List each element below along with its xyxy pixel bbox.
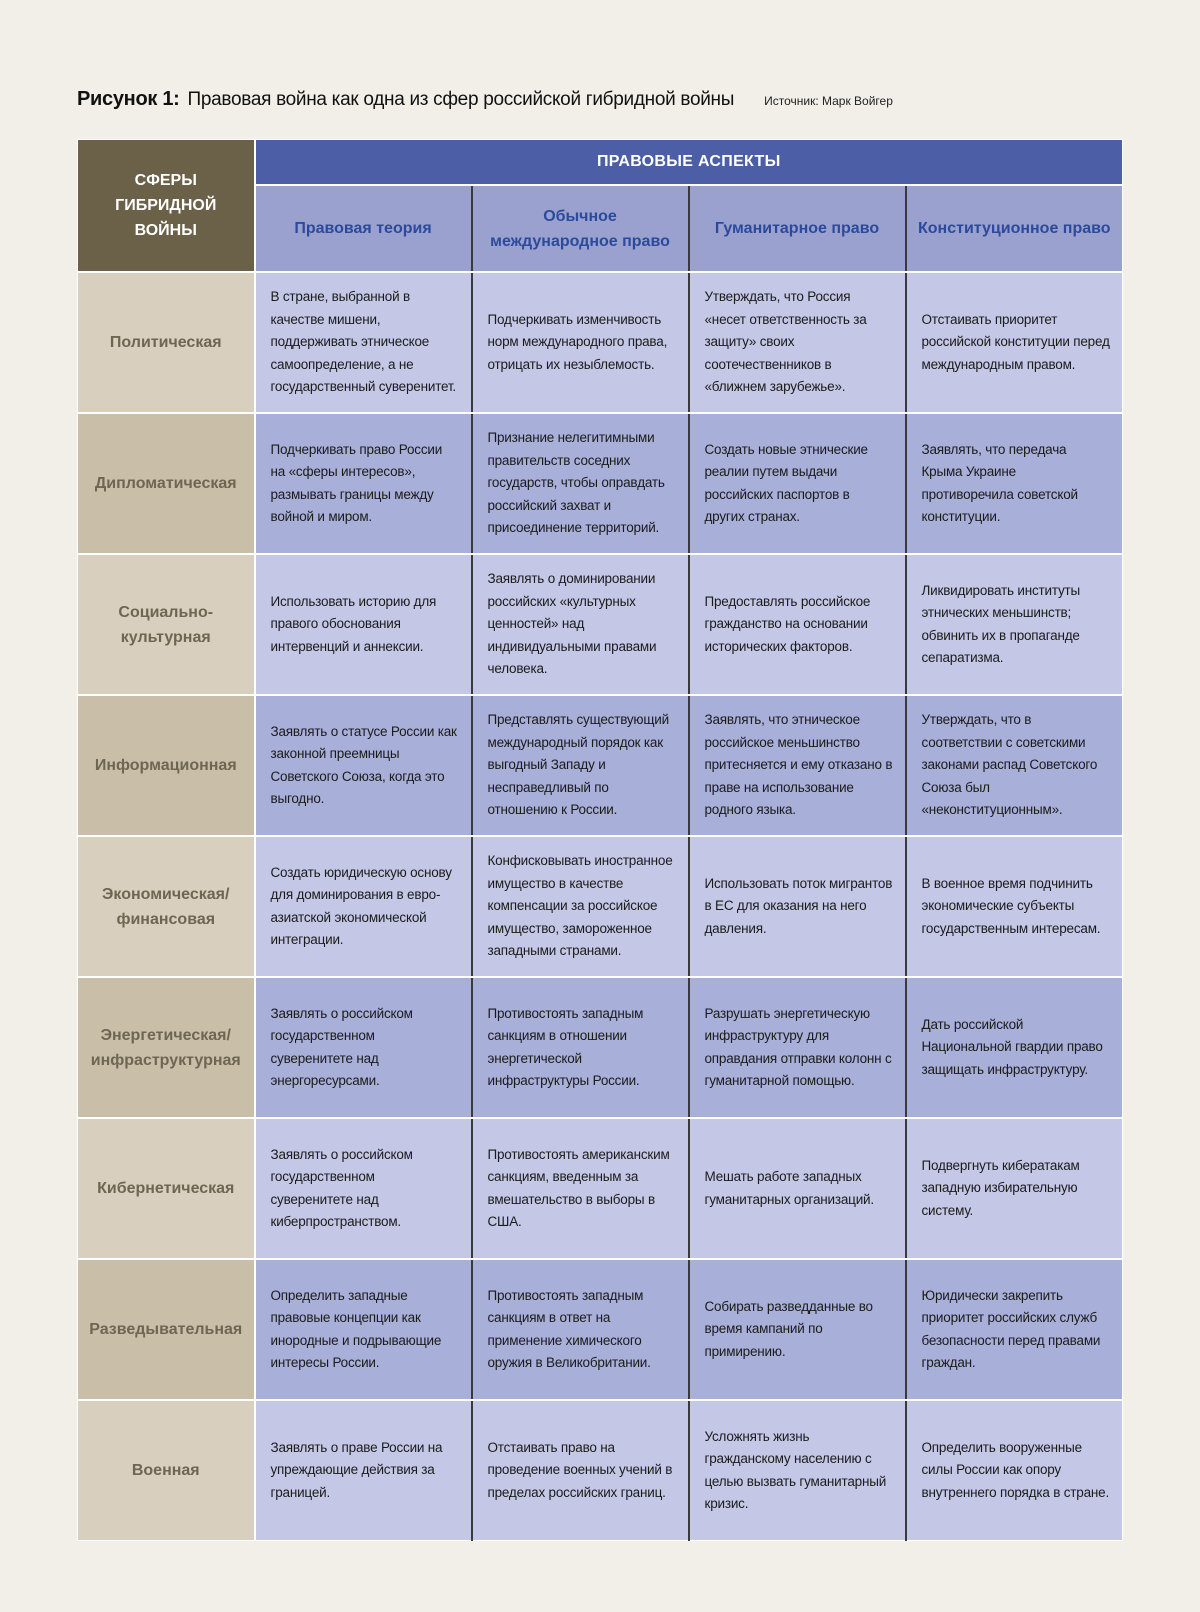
table-cell: Дать российской Национальной гвардии право защищать инфраструктуру. [906, 977, 1123, 1118]
table-row [78, 272, 1123, 413]
table-row [78, 836, 1123, 977]
sphere-label: Кибернетическая [78, 1118, 255, 1259]
hybrid-warfare-table [77, 139, 1123, 1541]
table-cell: Заявлять о доминировании российских «культурных ценностей» над индивидуальными правами человека. [472, 554, 689, 695]
table-cell: Отстаивать приоритет российской конституции перед международным правом. [906, 272, 1123, 413]
table-cell: Противостоять западным санкциям в отношении энергетической инфраструктуры России. [472, 977, 689, 1118]
table-cell: Усложнять жизнь гражданскому населению с целью вызвать гуманитарный кризис. [689, 1400, 906, 1541]
table-row [78, 1118, 1123, 1259]
table-row [78, 695, 1123, 836]
table-cell: Определить вооруженные силы России как опору внутреннего порядка в стране. [906, 1400, 1123, 1541]
table-cell: Ликвидировать институты этнических меньшинств; обвинить их в пропаганде сепаратизма. [906, 554, 1123, 695]
table-cell: Представлять существующий международный порядок как выгодный Западу и несправедливый по отношению к России. [472, 695, 689, 836]
table-cell: Заявлять, что этническое российское меньшинство притесняется и ему отказано в праве на использование родного языка. [689, 695, 906, 836]
table-cell: Заявлять о российском государственном суверенитете над энергоресурсами. [255, 977, 472, 1118]
sphere-label: Энергетическая/ инфраструктурная [78, 977, 255, 1118]
table-cell: Подвергнуть кибератакам западную избирательную систему. [906, 1118, 1123, 1259]
table-row [78, 977, 1123, 1118]
table-row [78, 554, 1123, 695]
table-row [78, 1400, 1123, 1541]
table-row [78, 1259, 1123, 1400]
table-cell: Заявлять, что передача Крыма Украине противоречила советской конституции. [906, 413, 1123, 554]
table-cell: Юридически закрепить приоритет российских служб безопасности перед правами граждан. [906, 1259, 1123, 1400]
table-cell: Использовать поток мигрантов в ЕС для оказания на него давления. [689, 836, 906, 977]
table-cell: Разрушать энергетическую инфраструктуру для оправдания отправки колонн с гуманитарной помощью. [689, 977, 906, 1118]
table-cell: Признание нелегитимными правительств соседних государств, чтобы оправдать российский захват и присоединение территорий. [472, 413, 689, 554]
table-cell: Определить западные правовые концепции как инородные и подрывающие интересы России. [255, 1259, 472, 1400]
sphere-label: Военная [78, 1400, 255, 1541]
table-cell: Создать новые этнические реалии путем выдачи российских паспортов в других странах. [689, 413, 906, 554]
sphere-label: Разведывательная [78, 1259, 255, 1400]
table-cell: Подчеркивать право России на «сферы интересов», размывать границы между войной и миром. [255, 413, 472, 554]
sphere-label: Дипломатическая [78, 413, 255, 554]
table-cell: Использовать историю для правого обоснования интервенций и аннексии. [255, 554, 472, 695]
table-cell: Противостоять американским санкциям, введенным за вмешательство в выборы в США. [472, 1118, 689, 1259]
table-cell: Заявлять о праве России на упреждающие действия за границей. [255, 1400, 472, 1541]
column-header-legal-theory: Правовая теория [255, 185, 472, 272]
sphere-label: Социально-культурная [78, 554, 255, 695]
table-cell: Заявлять о статусе России как законной преемницы Советского Союза, когда это выгодно. [255, 695, 472, 836]
corner-header: СФЕРЫ ГИБРИДНОЙ ВОЙНЫ [78, 140, 255, 273]
figure-title: Правовая война как одна из сфер российской гибридной войны [187, 89, 735, 110]
table-cell: Заявлять о российском государственном суверенитете над киберпространством. [255, 1118, 472, 1259]
table-cell: Утверждать, что Россия «несет ответственность за защиту» своих соотечественников в «ближнем зарубежье». [689, 272, 906, 413]
table-cell: Утверждать, что в соответствии с советскими законами распад Советского Союза был «неконституционным». [906, 695, 1123, 836]
sphere-label: Экономическая/ финансовая [78, 836, 255, 977]
table-cell: Предоставлять российское гражданство на основании исторических факторов. [689, 554, 906, 695]
table-cell: В стране, выбранной в качестве мишени, поддерживать этническое самоопределение, а не государственный суверенитет. [255, 272, 472, 413]
column-header-customary-law: Обычное международное право [472, 185, 689, 272]
figure-source: Источник: Марк Войгер [764, 94, 893, 108]
figure-header [77, 88, 1127, 118]
table-cell: Отстаивать право на проведение военных учений в пределах российских границ. [472, 1400, 689, 1541]
table-cell: Противостоять западным санкциям в ответ на применение химического оружия в Великобритании. [472, 1259, 689, 1400]
column-header-humanitarian-law: Гуманитарное право [689, 185, 906, 272]
table-cell: Подчеркивать изменчивость норм международного права, отрицать их незыблемость. [472, 272, 689, 413]
sphere-label: Политическая [78, 272, 255, 413]
table-cell: Конфисковывать иностранное имущество в качестве компенсации за российское имущество, замороженное западными странами. [472, 836, 689, 977]
table-cell: Мешать работе западных гуманитарных организаций. [689, 1118, 906, 1259]
table-cell: Создать юридическую основу для доминирования в евро-азиатской экономической интеграции. [255, 836, 472, 977]
table-row [78, 413, 1123, 554]
sphere-label: Информационная [78, 695, 255, 836]
figure-label: Рисунок 1: [77, 88, 180, 110]
column-header-constitutional-law: Конституционное право [906, 185, 1123, 272]
table-cell: В военное время подчинить экономические субъекты государственным интересам. [906, 836, 1123, 977]
group-header: ПРАВОВЫЕ АСПЕКТЫ [255, 140, 1123, 186]
table-cell: Собирать разведданные во время кампаний по примирению. [689, 1259, 906, 1400]
